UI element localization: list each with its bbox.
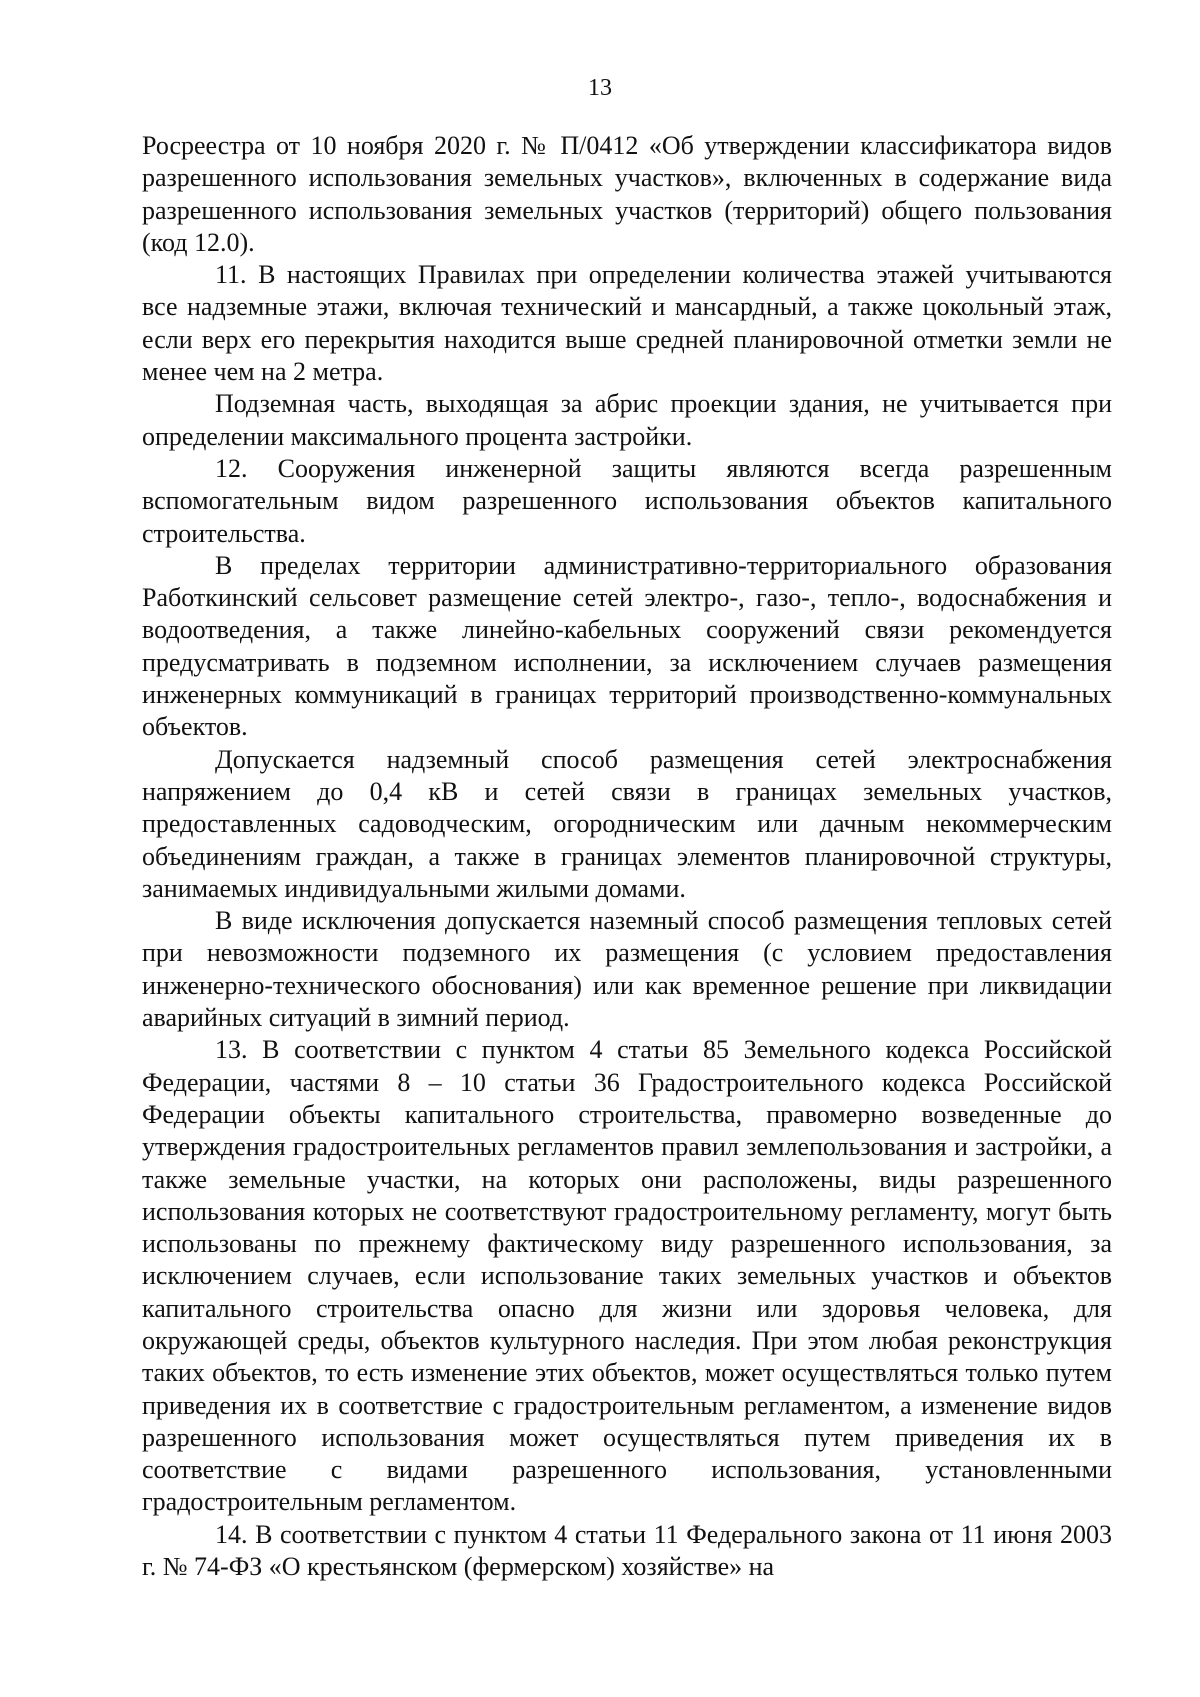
paragraph-overhead-networks: Допускается надземный способ размещения сетей электроснабжения напряжением до 0,4 кВ и сетей связи в границах земельных участков, предоставленных садоводческим, огородническим или дачным некоммерческим объединениям граждан, а также в границах элементов планировочной структуры, занимаемых индивидуальными жилыми домами.: [142, 744, 1112, 903]
document-body: [142, 130, 1112, 1583]
paragraph-underground-part: Подземная часть, выходящая за абрис проекции здания, не учитывается при определении максимального процента застройки.: [142, 389, 1112, 451]
paragraph-continuation: Росреестра от 10 ноября 2020 г. № П/0412 «Об утверждении классификатора видов разрешенного использования земельных участков», включенных в содержание вида разрешенного использования земельных участков (территорий) общего пользования (код 12.0).: [142, 131, 1112, 257]
paragraph-item-13: 13. В соответствии с пунктом 4 статьи 85 Земельного кодекса Российской Федерации, частями 8 – 10 статьи 36 Градостроительного кодекса Российской Федерации объекты капитального строительства, правомерно возведенные до утверждения градостроительных регламентов правил землепользования и застройки, а также земельные участки, на которых они расположены, виды разрешенного использования которых не соответствуют градостроительному регламенту, могут быть использованы по прежнему фактическому виду разрешенного использования, за исключением случаев, если использование таких земельных участков и объектов капитального строительства опасно для жизни или здоровья человека, для окружающей среды, объектов культурного наследия. При этом любая реконструкция таких объектов, то есть изменение этих объектов, может осуществляться только путем приведения их в соответствие с градостроительным регламентом, а изменение видов разрешенного использования может осуществляться путем приведения их в соответствие с видами разрешенного использования, установленными градостроительным регламентом.: [142, 1035, 1112, 1517]
page-number: 13: [588, 75, 612, 101]
paragraph-utility-networks: В пределах территории административно-территориального образования Работкинский сельсовет размещение сетей электро-, газо-, тепло-, водоснабжения и водоотведения, а также линейно-кабельных сооружений связи рекомендуется предусматривать в подземном исполнении, за исключением случаев размещения инженерных коммуникаций в границах территорий производственно-коммунальных объектов.: [142, 550, 1112, 742]
paragraph-item-11: 11. В настоящих Правилах при определении количества этажей учитываются все надземные этажи, включая технический и мансардный, а также цокольный этаж, если верх его перекрытия находится выше средней планировочной отметки земли не менее чем на 2 метра.: [142, 260, 1112, 387]
paragraph-item-12: 12. Сооружения инженерной защиты являются всегда разрешенным вспомогательным видом разрешенного использования объектов капитального строительства.: [142, 453, 1112, 548]
paragraph-heating-networks: В виде исключения допускается наземный способ размещения тепловых сетей при невозможности подземного их размещения (с условием предоставления инженерно-технического обоснования) или как временное решение при ликвидации аварийных ситуаций в зимний период.: [142, 906, 1112, 1033]
paragraph-item-14: 14. В соответствии с пунктом 4 статьи 11 Федерального закона от 11 июня 2003 г. № 74-ФЗ «О крестьянском (фермерском) хозяйстве» на: [142, 1519, 1112, 1582]
